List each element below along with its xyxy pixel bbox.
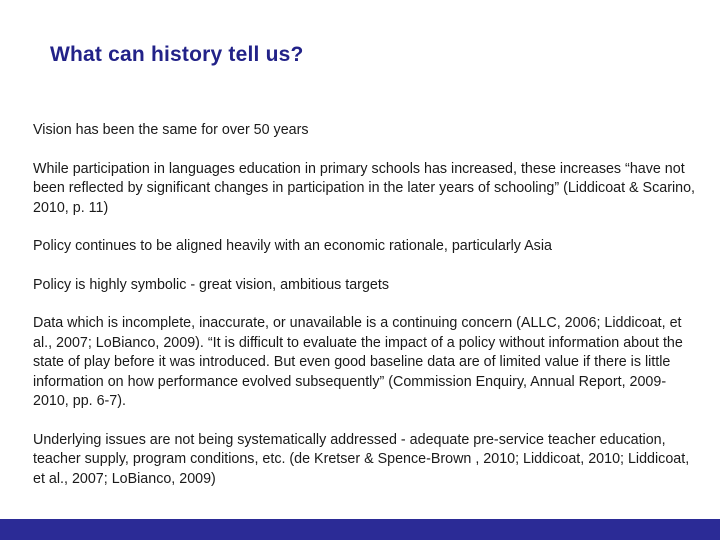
paragraph-policy-symbolic: Policy is highly symbolic - great vision, ambitious targets — [33, 276, 389, 293]
footer-bar — [0, 519, 720, 540]
paragraph-participation: While participation in languages education in primary schools has increased, these increases “have not been reflected by significant changes in participation in the later years of schooling” (Liddicoat & Scarino, 2010, p. 11) — [33, 160, 696, 216]
paragraph-vision: Vision has been the same for over 50 years — [33, 122, 309, 138]
slide-title: What can history tell us? — [50, 43, 304, 66]
paragraph-data-concern: Data which is incomplete, inaccurate, or unavailable is a continuing concern (ALLC, 2006; Liddicoat, et al., 2007; LoBianco, 2009). “It is difficult to evaluate the impact of a policy without information about the state of play before it was introduced. But even good baseline data are of limited value if there is little information on how performance evolved subsequently” (Commission Enquiry, Annual Report, 2009-2010, pp. 6-7). — [33, 315, 683, 409]
slide-body — [33, 121, 698, 508]
paragraph-underlying-issues: Underlying issues are not being systematically addressed - adequate pre-service teacher education, teacher supply, program conditions, etc. (de Kretser & Spence-Brown , 2010; Liddicoat, 2010; Liddicoat, et al., 2007; LoBianco, 2009) — [33, 431, 690, 487]
paragraph-policy-alignment: Policy continues to be aligned heavily with an economic rationale, particularly Asia — [33, 238, 552, 254]
